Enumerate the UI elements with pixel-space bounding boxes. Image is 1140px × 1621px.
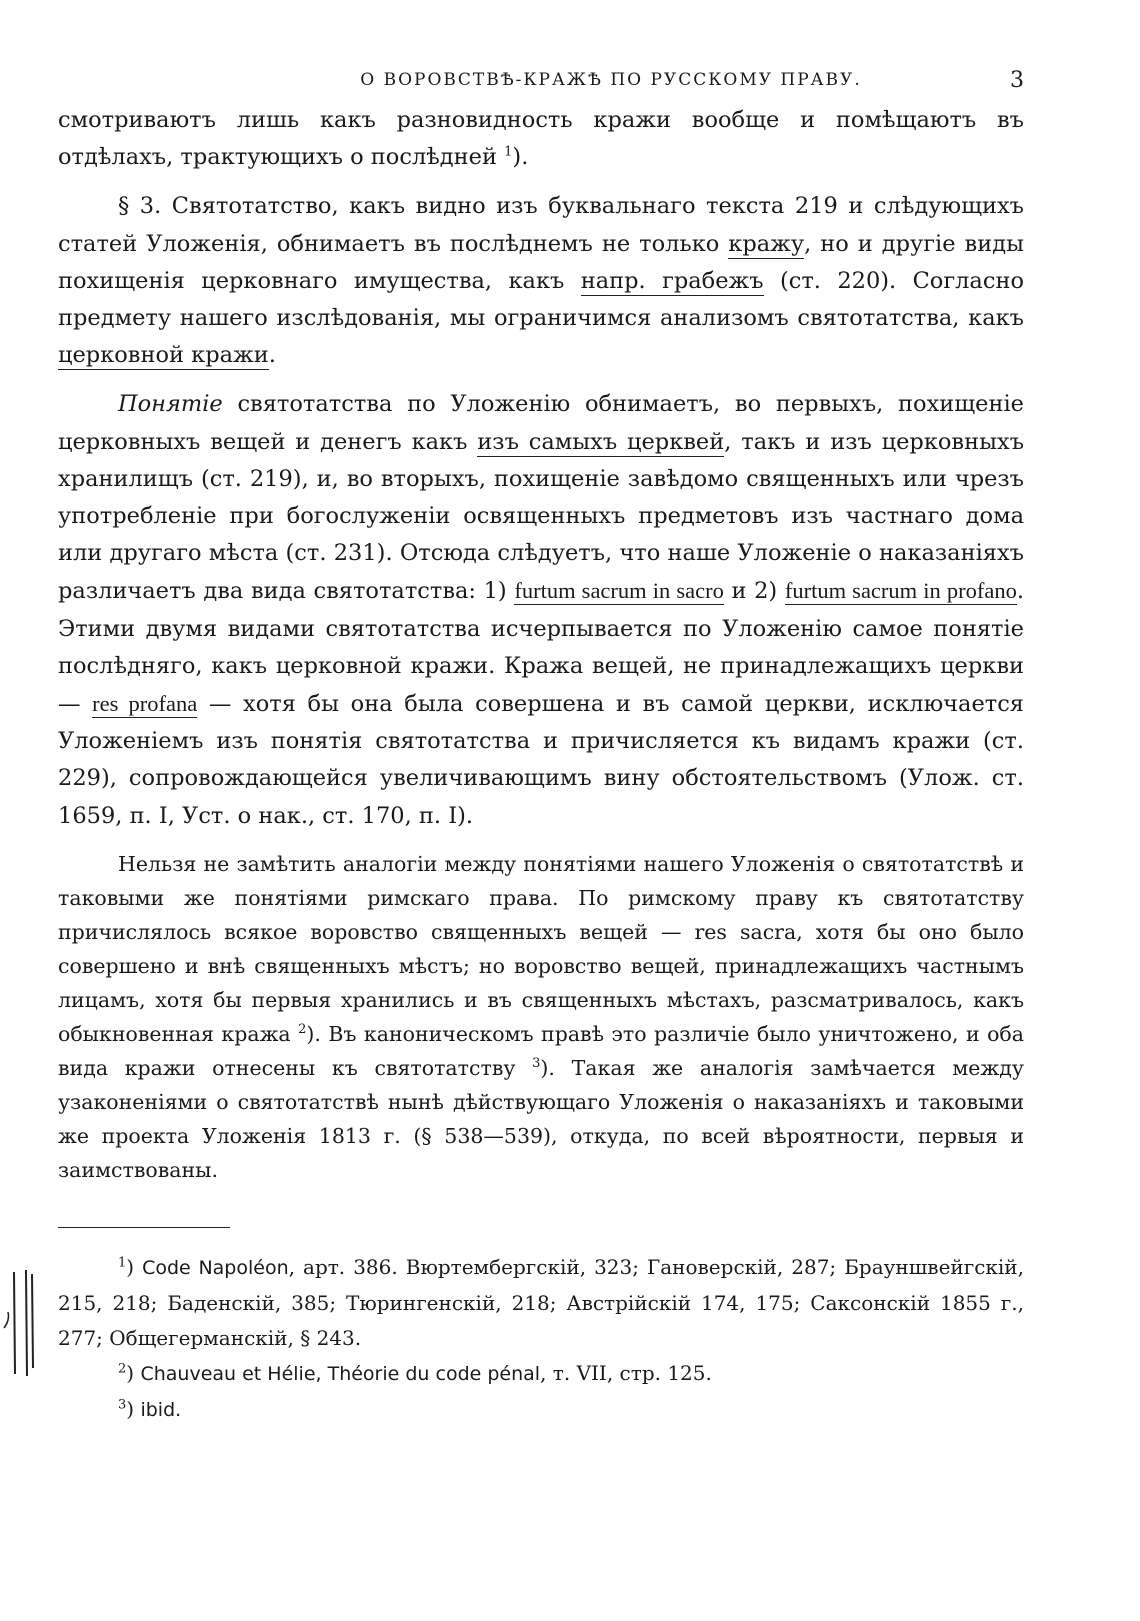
paragraph-4 bbox=[58, 847, 1024, 1187]
paragraph-4-c: ). Такая же аналогія замѣчается между узаконеніями о святотатствѣ нынѣ дѣйствующаго Уложенія о наказаніяхъ и таковыми же проекта Уложенія 1813 г. (§ 538—539), откуда, по всей вѣроятности, первыя и заимствованы. bbox=[58, 1055, 1024, 1182]
marked-phrase-grabezh: напр. грабежъ bbox=[580, 267, 764, 294]
latin-term-in-sacro: furtum sacrum in sacro bbox=[514, 578, 724, 604]
footnote-ref-1[interactable]: 1 bbox=[504, 144, 513, 160]
footnote-2-text: , т. VII, стр. 125. bbox=[540, 1360, 712, 1385]
page-number: 3 bbox=[1010, 68, 1024, 93]
paragraph-4-b: ). Въ каноническомъ правѣ это различіе было уничтожено, и оба вида кражи отнесены къ святотатству bbox=[58, 1021, 1024, 1080]
paragraph-3-d: . Этими двумя видами святотатства исчерпывается по Уложенію самое понятіе послѣдняго, какъ церковной кражи. Кража вещей, не принадлежащихъ церкви — bbox=[58, 578, 1024, 718]
marked-phrase-kraja: кражу bbox=[728, 230, 805, 257]
paragraph-1-end: ). bbox=[512, 144, 529, 171]
footnote-divider bbox=[58, 1227, 230, 1228]
footnote-3: $^3$) ibid. bbox=[118, 1396, 182, 1421]
paragraph-2-continue: (ст. 220). Согласно предмету нашего изслѣдованія, мы ограничимся анализомъ святотатства, какъ bbox=[58, 267, 1024, 332]
footnote-ref-2[interactable]: 2 bbox=[298, 1022, 307, 1038]
paragraph-3-e: — хотя бы она была совершена и въ самой церкви, исключается Уложеніемъ изъ понятія святотатства и причисляется къ видамъ кражи (ст. 229), сопровождающейся увеличивающимъ вину обстоятельствомъ (Улож. ст. 1659, п. I, Уст. о нак., ст. 170, п. I). bbox=[58, 691, 1025, 829]
footnote-1-lead: Code Napoléon bbox=[142, 1256, 289, 1279]
footnotes bbox=[58, 1250, 1024, 1428]
paragraph-2-middle: , но и другіе виды похищенія церковнаго имущества, какъ bbox=[58, 230, 1024, 294]
running-title: О ВОРОВСТВѢ-КРАЖѢ ПО РУССКОМУ ПРАВУ. bbox=[360, 70, 862, 90]
paragraph-3 bbox=[58, 386, 1024, 834]
footnote-1-mark: 1 bbox=[118, 1255, 127, 1271]
footnote-1: $^1$) Code Napoléon, арт. 386. Вюртембергскій, 323; Гановерскій, 287; Брауншвейгскій, 215, 218; Баденскій, 385; Тюрингенскій, 218; Австрійскій 174, 175; Саксонскій 1855 г., 277; Общегерманскій, § 243. bbox=[58, 1254, 1024, 1350]
latin-term-res-profana: res profana bbox=[92, 691, 198, 717]
latin-term-in-profano: furtum sacrum in profano bbox=[784, 578, 1017, 604]
paragraph-2-end: . bbox=[268, 342, 276, 369]
marked-phrase-churches: изъ самыхъ церквей bbox=[477, 428, 725, 455]
footnote-3-lead: ibid. bbox=[140, 1398, 182, 1421]
paragraph-2 bbox=[58, 188, 1024, 374]
paragraph-4-a: Нельзя не замѣтить аналогіи между понятіями нашего Уложенія о святотатствѣ и таковыми же понятіями римскаго права. По римскому праву къ святотатству причислялось всякое воровство священныхъ вещей — res sacra, хотя бы оно было совершено и внѣ священныхъ мѣстъ; но воровство вещей, принадлежащихъ частнымъ лицамъ, хотя бы первыя хранились и въ священныхъ мѣстахъ, разсматривалось, какъ обыкновенная кража bbox=[58, 851, 1024, 1046]
paragraph-3-c: и 2) bbox=[723, 578, 785, 605]
paragraph-2-start: § 3. Святотатство, какъ видно изъ буквальнаго текста 219 и слѣдующихъ статей Уложенія, обнимаетъ въ послѣднемъ не только bbox=[58, 193, 1024, 257]
margin-pencil-marks bbox=[0, 1268, 48, 1378]
marked-phrase-church-theft: церковной кражи bbox=[58, 342, 269, 369]
paragraph-3-b: , такъ и изъ церковныхъ хранилищъ (ст. 219), и, во вторыхъ, похищеніе завѣдомо священныхъ или чрезъ употребленіе при богослуженіи освященныхъ предметовъ изъ частнаго дома или другаго мѣста (ст. 231). Отсюда слѣдуетъ, что наше Уложеніе о наказаніяхъ различаетъ два вида святотатства: 1) bbox=[58, 428, 1025, 605]
running-head bbox=[58, 70, 1024, 102]
footnote-2-lead: Chauveau et Hélie, Théorie du code pénal bbox=[140, 1362, 541, 1385]
body-text bbox=[58, 102, 1024, 1187]
footnote-3-mark: 3 bbox=[118, 1397, 127, 1413]
paragraph-3-a: святотатства по Уложенію обнимаетъ, во первыхъ, похищеніе церковныхъ вещей и денегъ какъ bbox=[58, 391, 1024, 455]
page bbox=[58, 70, 1024, 1428]
footnote-2-mark: 2 bbox=[118, 1361, 127, 1377]
italic-term: Понятіе bbox=[118, 391, 223, 418]
paragraph-1 bbox=[58, 102, 1024, 176]
footnote-ref-3[interactable]: 3 bbox=[532, 1056, 541, 1072]
paragraph-1-text: смотриваютъ лишь какъ разновидность кражи вообще и помѣщаютъ въ отдѣлахъ, трактующихъ о послѣдней bbox=[58, 107, 1024, 171]
footnote-1-text: , арт. 386. Вюртембергскій, 323; Гановерскій, 287; Брауншвейгскій, 215, 218; Баденскій, 385; Тюрингенскій, 218; Австрійскій 174, 175; Саксонскій 1855 г., 277; Общегерманскій, § 243. bbox=[58, 1254, 1024, 1350]
footnote-2: $^2$) Chauveau et Hélie, Théorie du code pénal, т. VII, стр. 125. bbox=[118, 1360, 712, 1385]
